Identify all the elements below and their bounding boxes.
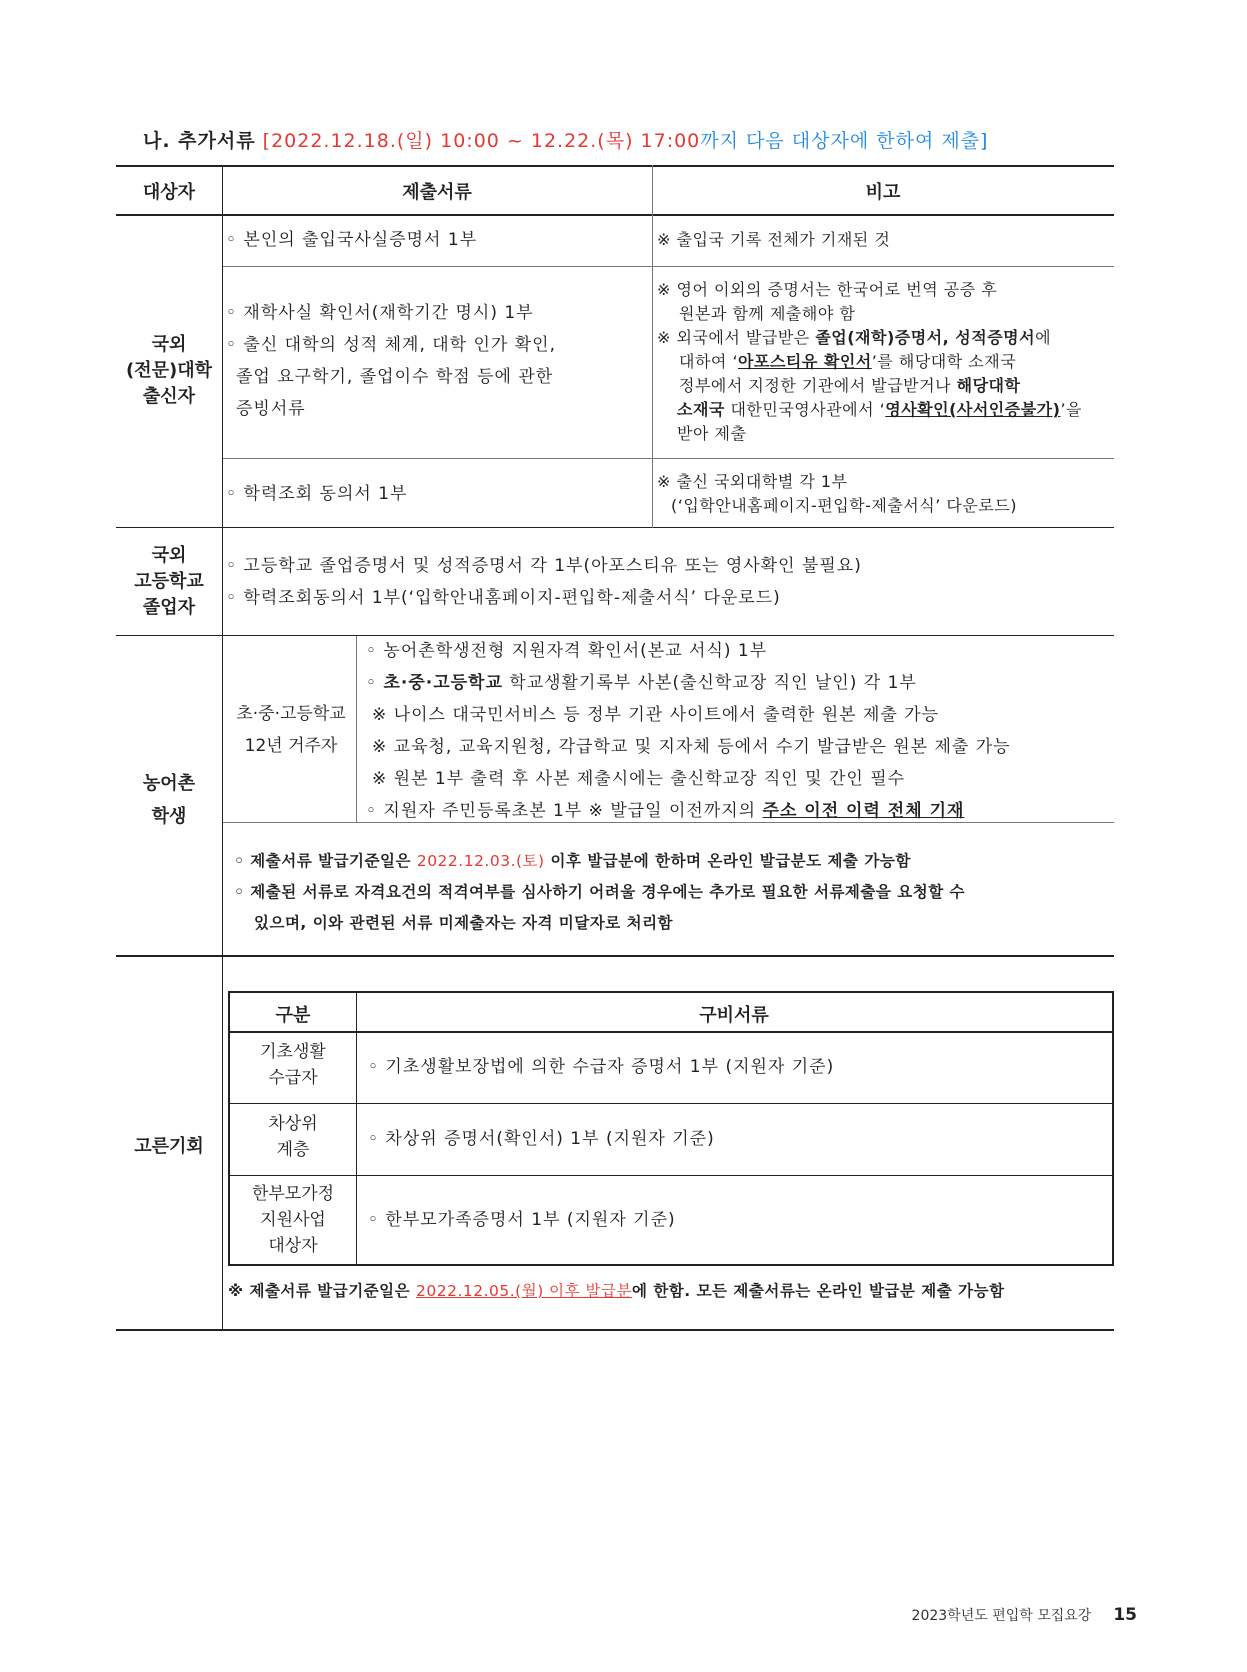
remark-academic-inquiry: ※ 출신 국외대학별 각 1부 (‘입학안내홈페이지-편입학-제출서식’ 다운로드) [657, 472, 1017, 515]
category-equal-opportunity: 고른기회 [134, 1136, 204, 1157]
category-foreign-university: 국외 (전문)대학 출신자 [125, 334, 212, 407]
header-docs: 제출서류 [402, 182, 472, 203]
header-target: 대상자 [142, 182, 196, 203]
doc-academic-inquiry: ◦ 학력조회 동의서 1부 [226, 484, 408, 504]
remark-immigration: ※ 출입국 기록 전체가 기재된 것 [657, 230, 891, 249]
rural-docs: ◦ 농어촌학생전형 지원자격 확인서(본교 서식) 1부 ◦ 초·중·고등학교 학교생활기록부 사본(출신학교장 직인 날인) 각 1부 ※ 나이스 대국민서비스 등 정부 기관 사이트에서 출력한 원본 제출 가능 ※ 교육청, 교육지원청, 각급학교 및 지자체 등에서 수기 발급받은 원본 제출 가능 ※ 원본 1부 출력 후 사본 제출시에는 출신학교장 직인 및 간인 필수 ◦ 지원자 주민등록초본 1부 ※ 발급일 이전까지의 주소 이전 이력 전체 기재 [366, 641, 1011, 821]
inner-header-docs: 구비서류 [699, 1005, 769, 1026]
header-remarks: 비고 [865, 182, 901, 203]
column-divider [652, 165, 653, 528]
doc-highschool: ◦ 고등학교 졸업증명서 및 성적증명서 각 1부(아포스티유 또는 영사확인 불필요) ◦ 학력조회동의서 1부(‘입학안내홈페이지-편입학-제출서식’ 다운로드) [226, 556, 862, 608]
doc-basic-livelihood: ◦ 기초생활보장법에 의한 수급자 증명서 1부 (지원자 기준) [368, 1057, 835, 1077]
sub-category-12-year-resident: 초·중·고등학교 12년 거주자 [236, 704, 346, 756]
inner-header-border [230, 1031, 1112, 1033]
equal-opportunity-note: ※ 제출서류 발급기준일은 2022.12.05.(월) 이후 발급분에 한함. 모든 제출서류는 온라인 발급분 제출 가능함 [228, 1282, 1005, 1300]
page-footer [912, 1605, 1137, 1625]
divider [222, 458, 1114, 459]
divider [116, 527, 1114, 528]
category-rural-students: 농어촌 학생 [142, 773, 196, 827]
rural-notes: ◦ 제출서류 발급기준일은 2022.12.03.(토) 이후 발급분에 한하며 온라인 발급분도 제출 가능함 ◦ 제출된 서류로 자격요건의 적격여부를 심사하기 어려울 경우에는 추가로 필요한 서류제출을 요청할 수 있으며, 이와 관련된 서류 미제출자는 자격 미달자로 처리함 [234, 852, 966, 932]
category-basic-livelihood: 기초생활 수급자 [260, 1042, 326, 1088]
column-divider [222, 165, 223, 1330]
page-number: 15 [1113, 1605, 1137, 1625]
inner-column-divider [356, 993, 357, 1264]
inner-divider [230, 1103, 1112, 1104]
section-title: 나. 추가서류 [2022.12.18.(일) 10:00 ~ 12.22.(목) 17:00까지 다음 대상자에 한하여 제출] [143, 130, 989, 152]
table-top-border [116, 165, 1114, 167]
footer-title: 2023학년도 편입학 모집요강 [911, 1608, 1092, 1624]
doc-single-parent: ◦ 한부모가족증명서 1부 (지원자 기준) [368, 1210, 676, 1230]
category-single-parent: 한부모가정 지원사업 대상자 [251, 1184, 335, 1256]
doc-near-poverty: ◦ 차상위 증명서(확인서) 1부 (지원자 기준) [368, 1129, 715, 1149]
divider [222, 266, 1114, 267]
doc-immigration-certificate: ◦ 본인의 출입국사실증명서 1부 [226, 230, 478, 250]
category-near-poverty: 차상위 계층 [268, 1114, 318, 1160]
inner-header-category: 구분 [275, 1005, 311, 1026]
doc-enrollment: ◦ 재학사실 확인서(재학기간 명시) 1부 ◦ 출신 대학의 성적 체계, 대학 인가 확인, 졸업 요구학기, 졸업이수 학점 등에 관한 증빙서류 [226, 303, 556, 419]
table-bottom-border [116, 1329, 1114, 1331]
remark-foreign-docs: ※ 영어 이외의 증명서는 한국어로 번역 공증 후 원본과 함께 제출해야 함 ※ 외국에서 발급받은 졸업(재학)증명서, 성적증명서에 대하여 ‘아포스티유 확인서’를 해당대학 소재국 정부에서 지정한 기관에서 발급받거나 해당대학 소재국 대한민국영사관에서 ‘영사확인(사서인증불가)’을 받아 제출 [657, 280, 1082, 443]
divider [116, 955, 1114, 957]
equal-opportunity-table [228, 991, 1114, 1266]
inner-divider [230, 1175, 1112, 1176]
column-divider [356, 636, 357, 823]
header-bottom-border [116, 214, 1114, 216]
category-foreign-highschool: 국외 고등학교 졸업자 [134, 545, 204, 618]
